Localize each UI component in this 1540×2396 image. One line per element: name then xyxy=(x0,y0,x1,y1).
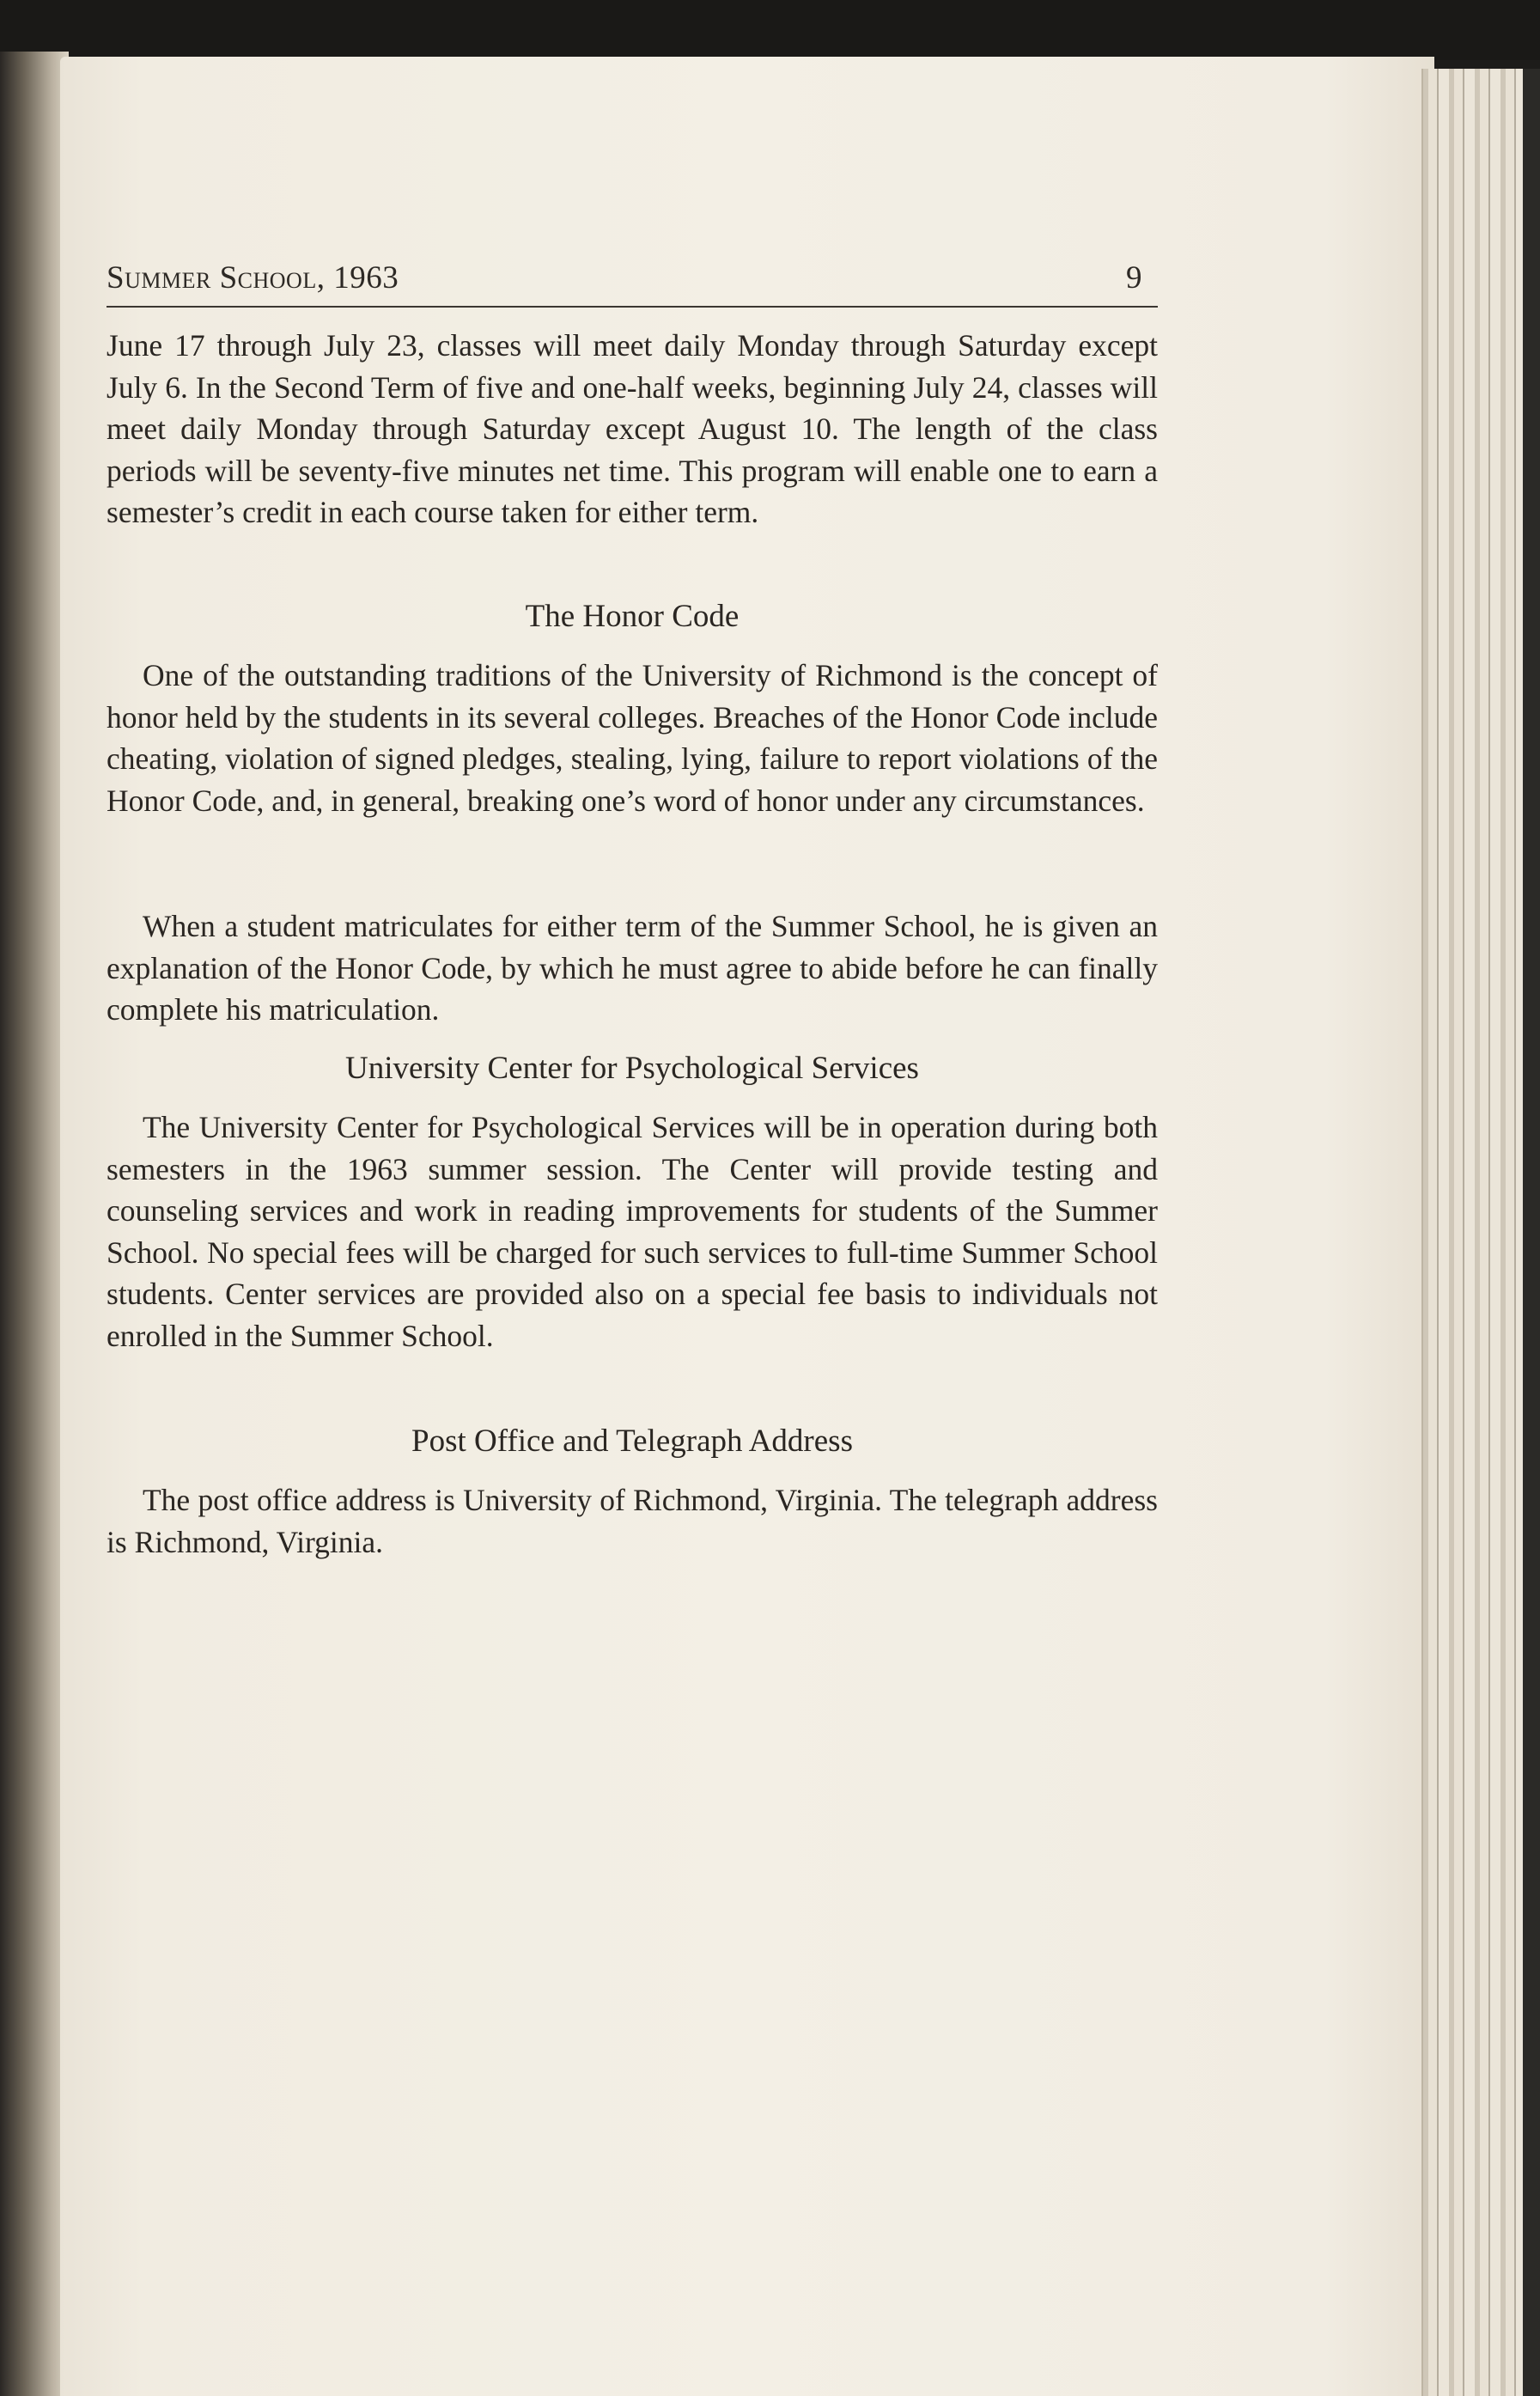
heading-post-office: Post Office and Telegraph Address xyxy=(411,1424,853,1459)
facing-page-gutter xyxy=(0,52,69,2396)
heading-honor-code: The Honor Code xyxy=(525,599,740,634)
page-edges xyxy=(1421,69,1540,2396)
running-head xyxy=(107,256,1158,308)
paragraph-intro: June 17 through July 23, classes will meet daily Monday through Saturday except July 6. In the Second Term of five and one-half weeks, beginning July 24, classes will meet daily Monday through Saturday except August 10. The length of the class periods will be seventy-five minutes net time. This program will enable one to earn a semester’s credit in each course taken for either term. xyxy=(107,328,1158,529)
page-number: 9 xyxy=(1126,260,1142,296)
scanner-background xyxy=(0,0,1540,60)
paragraph-psych-center: The University Center for Psychological Services will be in operation during both semesters in the 1963 summer session. The Center will provide testing and counseling services and work in reading improvements for students of the Summer School. No special fees will be charged for such services to full-time Summer School students. Center services are provided also on a special fee basis to individuals not enrolled in the Summer School. xyxy=(107,1110,1158,1353)
paragraph-honor-2: When a student matriculates for either term of the Summer School, he is given an explanation of the Honor Code, by which he must agree to abide before he can finally complete his matriculation. xyxy=(107,909,1158,1027)
paragraph-post-office: The post office address is University of Richmond, Virginia. The telegraph address is Richmond, Virginia. xyxy=(107,1483,1158,1559)
heading-psych-center: University Center for Psychological Services xyxy=(345,1051,919,1086)
paragraph-honor-1: One of the outstanding traditions of the University of Richmond is the concept of honor held by the students in its several colleges. Breaches of the Honor Code include cheating, violation of signed pledges, stealing, lying, failure to report violations of the Honor Code, and, in general, breaking one’s word of honor under any circumstances. xyxy=(107,658,1158,818)
running-head-title: Summer School, 1963 xyxy=(107,260,399,296)
